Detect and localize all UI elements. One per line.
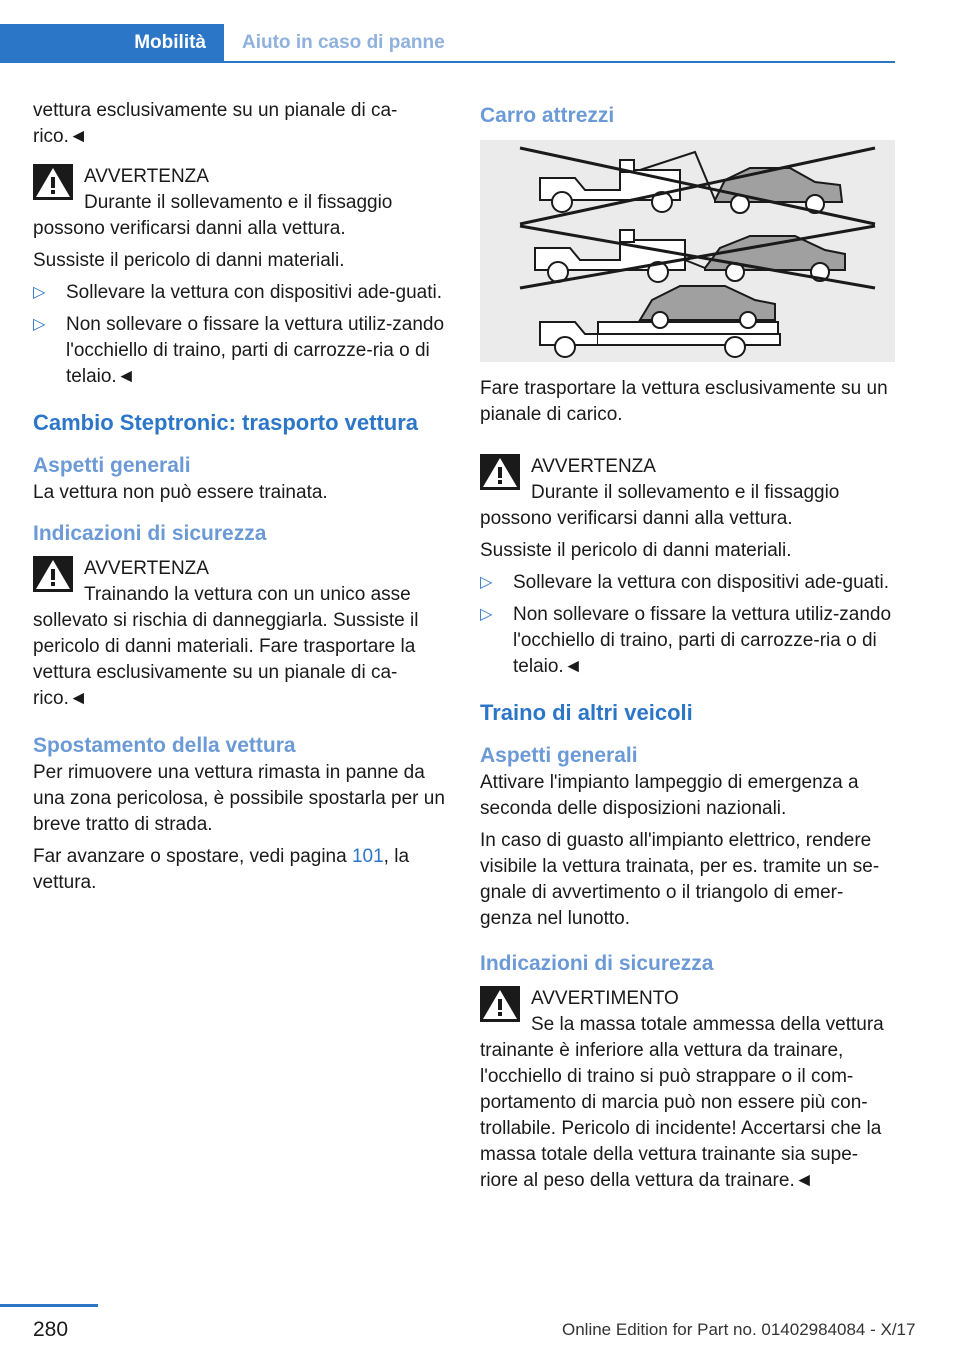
- page-link[interactable]: 101: [351, 846, 384, 867]
- list-item: ▷ Sollevare la vettura con dispositivi ade-guati.: [480, 570, 895, 596]
- subsection-heading: Spostamento della vettura: [33, 734, 296, 757]
- paragraph: In caso di guasto all'impianto elettrico, rendere visibile la vettura trainata, per es. tramite un se-gnale di avvertimento o il triangolo di emer-genza nel lunotto.: [480, 830, 880, 929]
- warning-title: AVVERTENZA: [84, 558, 209, 579]
- warning-block: [33, 160, 448, 242]
- bullet-list: [33, 280, 448, 390]
- subsection-heading: Indicazioni di sicurezza: [33, 522, 267, 545]
- warning-text: Durante il sollevamento e il fissaggio possono verificarsi danni alla vettura.: [480, 482, 840, 529]
- page-header: [0, 0, 960, 64]
- bullet-icon: ▷: [33, 316, 46, 333]
- list-item: ▷ Non sollevare o fissare la vettura utiliz-zando l'occhiello di traino, parti di carrozze-ria o di telaio.◄: [33, 314, 445, 387]
- paragraph: La vettura non può essere trainata.: [33, 482, 328, 503]
- list-item: ▷ Non sollevare o fissare la vettura utiliz-zando l'occhiello di traino, parti di carrozze-ria o di telaio.◄: [480, 604, 892, 677]
- left-column: [33, 98, 448, 902]
- tow-truck-diagram-icon: [480, 140, 895, 362]
- warning-title: AVVERTENZA: [84, 166, 209, 187]
- warning-block: [33, 552, 448, 712]
- warning-block: [480, 450, 895, 532]
- subsection-heading: Carro attrezzi: [480, 104, 615, 127]
- section-tab-aiuto[interactable]: Aiuto in caso di panne: [242, 32, 445, 53]
- subsection-heading: Aspetti generali: [33, 454, 191, 477]
- page-number: 280: [33, 1318, 69, 1341]
- paragraph: vettura esclusivamente su un pianale di ca-rico.◄: [33, 100, 398, 147]
- paragraph: Far avanzare o spostare, vedi pagina 101, la vettura.: [33, 846, 410, 893]
- warning-title: AVVERTENZA: [531, 456, 656, 477]
- warning-triangle-icon: [480, 986, 520, 1022]
- section-tab-mobilita[interactable]: Mobilità: [0, 24, 224, 62]
- warning-triangle-icon: [33, 164, 73, 200]
- right-column: [480, 98, 895, 1200]
- paragraph: Sussiste il pericolo di danni materiali.: [480, 540, 792, 561]
- list-item: ▷ Sollevare la vettura con dispositivi ade-guati.: [33, 280, 448, 306]
- section-heading: Cambio Steptronic: trasporto vettura: [33, 410, 419, 435]
- subsection-heading: Indicazioni di sicurezza: [480, 952, 714, 975]
- bullet-icon: ▷: [480, 574, 493, 591]
- tow-truck-illustration: [480, 140, 895, 362]
- section-heading: Traino di altri veicoli: [480, 700, 693, 725]
- subsection-heading: Aspetti generali: [480, 744, 638, 767]
- edition-note: Online Edition for Part no. 01402984084 - X/17: [562, 1320, 916, 1339]
- paragraph: Per rimuovere una vettura rimasta in panne da una zona pericolosa, è possibile spostarla per un breve tratto di strada.: [33, 762, 445, 835]
- bullet-list: [480, 570, 895, 680]
- warning-block: [480, 982, 895, 1194]
- paragraph: Fare trasportare la vettura esclusivamente su un pianale di carico.: [480, 378, 888, 425]
- bullet-icon: ▷: [480, 606, 493, 623]
- bullet-icon: ▷: [33, 284, 46, 301]
- warning-triangle-icon: [480, 454, 520, 490]
- header-divider: [0, 61, 895, 63]
- footer-divider: [0, 1304, 98, 1307]
- warning-triangle-icon: [33, 556, 73, 592]
- paragraph: Sussiste il pericolo di danni materiali.: [33, 250, 345, 271]
- warning-text: Durante il sollevamento e il fissaggio possono verificarsi danni alla vettura.: [33, 192, 393, 239]
- paragraph: Attivare l'impianto lampeggio di emergenza a seconda delle disposizioni nazionali.: [480, 772, 859, 819]
- warning-title: AVVERTIMENTO: [531, 988, 679, 1009]
- warning-text: Trainando la vettura con un unico asse sollevato si rischia di danneggiarla. Sussiste il pericolo di danni materiali. Fare trasportare la vettura esclusivamente su un pianale di ca-rico.◄: [33, 584, 419, 709]
- warning-text: Se la massa totale ammessa della vettura trainante è inferiore alla vettura da trainare, l'occhiello di traino si può strappare o il com-portamento di marcia può non essere più con-trollabile. Pericolo di incidente! Accertarsi che la massa totale della vettura trainante sia supe-riore al peso della vettura da trainare.◄: [480, 1014, 884, 1191]
